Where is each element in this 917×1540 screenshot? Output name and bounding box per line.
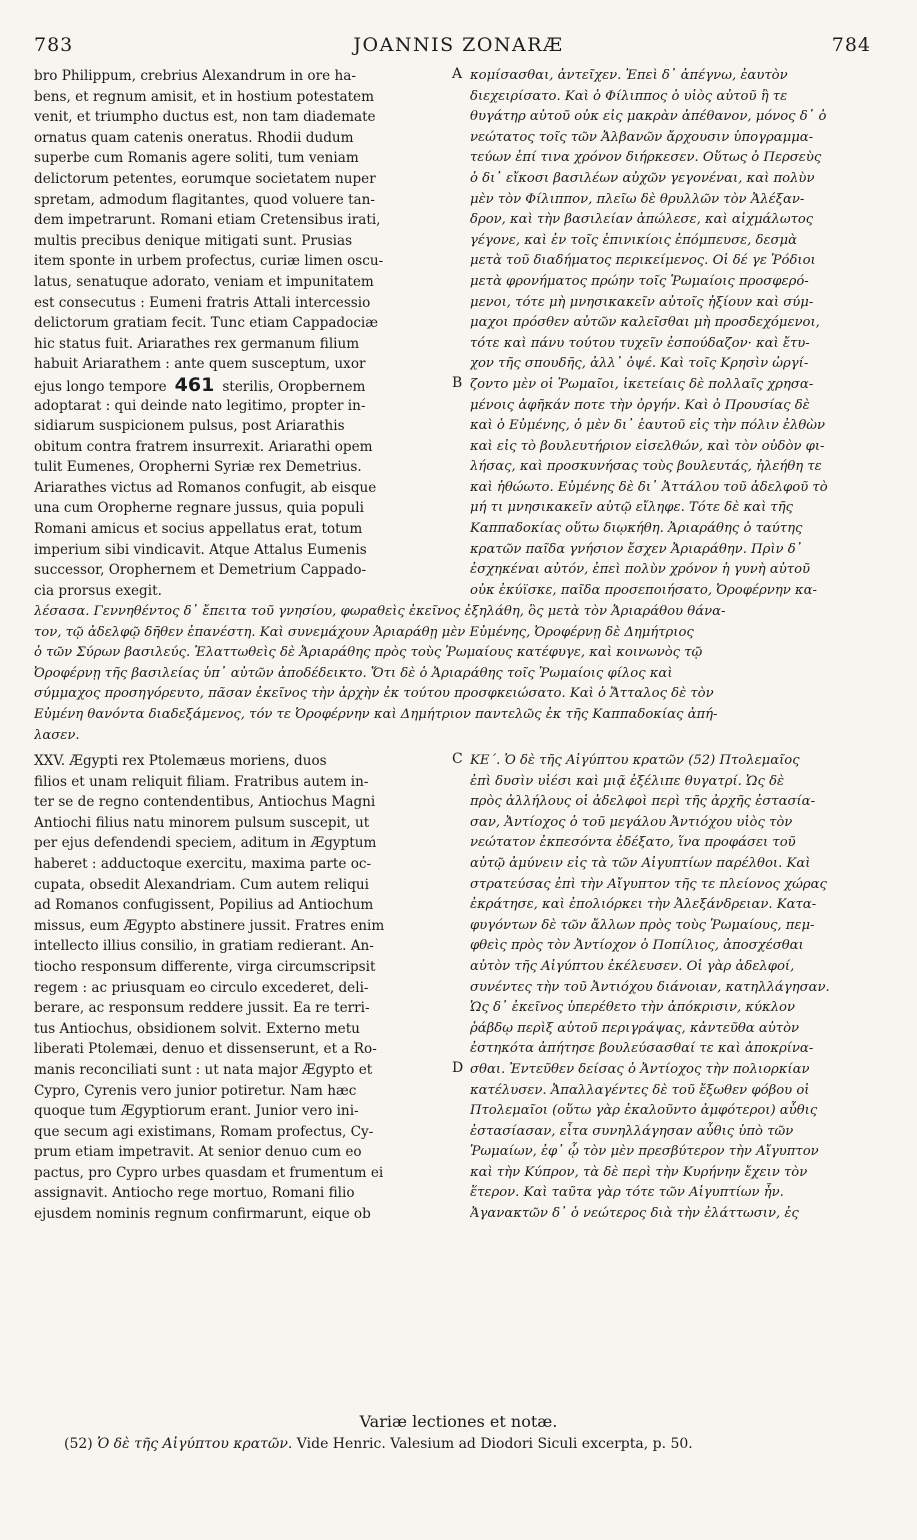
greek-line: λέσασα. Γεννηθέντος δ᾽ ἔπειτα τοῦ γνησίου, φωραθεὶς ἐκεῖνος ἐξηλάθη, ὃς μετὰ τὸν Ἀριαράθου θάνα- (34, 604, 726, 619)
greek-line: κατέλυσεν. Ἀπαλλαγέντες δὲ τοῦ ἔξωθεν φόβου οἱ (470, 1082, 810, 1098)
footnote-text: Vide Henric. Valesium ad Diodori Siculi excerpta, p. 50. (296, 1436, 693, 1452)
latin-line: per ejus defendendi speciem, aditum in Ægyptum (34, 835, 377, 852)
latin-line: latus, senatuque adorato, veniam et impunitatem (34, 273, 374, 290)
greek-line: καὶ εἰς τὸ βουλευτήριον εἰσελθών, καὶ τὸν οὐδὸν φι- (470, 438, 825, 454)
greek-line: μετὰ τοῦ διαδήματος περικείμενος. Οἱ δέ γε Ῥόδιοι (470, 253, 816, 269)
greek-line: μενοι, τότε μὴ μνησικακεῖν αὐτοῖς ἠξίουν καὶ σύμ- (470, 294, 814, 310)
latin-line: prum etiam impetravit. At senior denuo cum eo (34, 1144, 362, 1161)
latin-line: tiocho responsum differente, virga circumscripsit (34, 958, 376, 975)
latin-line: assignavit. Antiocho rege mortuo, Romani filio (34, 1185, 355, 1202)
greek-line: Καππαδοκίας οὕτω διῳκήθη. Ἀριαράθης ὁ ταύτης (470, 521, 803, 537)
latin-line: cupata, obsedit Alexandriam. Cum autem reliqui (34, 876, 370, 893)
latin-line: missus, eum Ægypto abstinere jussit. Fratres enim (34, 917, 385, 934)
greek-line: διεχειρίσατο. Καὶ ὁ Φίλιππος ὁ υἱὸς αὐτοῦ ἢ τε (470, 88, 788, 104)
greek-line: ΚΕ΄. Ὁ δὲ τῆς Αἰγύπτου κρατῶν (52) Πτολεμαῖος (470, 753, 800, 768)
greek-line: λήσας, καὶ προσκυνήσας τοὺς βουλευτάς, ἠλεήθη τε (470, 459, 822, 475)
greek-line: σαν, Ἀντίοχος ὁ τοῦ μεγάλου Ἀντιόχου υἱὸς τὸν (470, 814, 793, 830)
latin-line: cia prorsus exegit. (34, 582, 162, 599)
section-marker-c: C (452, 751, 463, 767)
greek-line: κομίσασθαι, ἀντεῖχεν. Ἐπεὶ δ᾽ ἀπέγνω, ἑαυτὸν (470, 68, 788, 83)
greek-line: Ἀγανακτῶν δ᾽ ὁ νεώτερος διὰ τὴν ἐλάττωσιν, ἐς (470, 1206, 799, 1222)
latin-line: habuit Ariarathem : ante quem susceptum, uxor (34, 356, 366, 373)
latin-line: Cypro, Cyrenis vero junior potiretur. Nam hæc (34, 1082, 357, 1099)
marginal-page-number: 461 (174, 374, 215, 396)
greek-line: νεώτατος τοῖς τῶν Ἀλβανῶν ἄρχουσιν ὑπογραμμα- (470, 129, 814, 145)
latin-line: dem impetrarunt. Romani etiam Cretensibus irati, (34, 212, 381, 229)
latin-line: quoque tum Ægyptiorum erant. Junior vero ini- (34, 1103, 359, 1120)
greek-line: μένοις ἀφῆκάν ποτε τὴν ὀργήν. Καὶ ὁ Προυσίας δὲ (470, 397, 810, 413)
footnote-ref: (52) (64, 1436, 93, 1452)
latin-line: ornatus quam catenis oneratus. Rhodii dudum (34, 129, 354, 146)
greek-line: καὶ ἠθώωτο. Εὐμένης δὲ δι᾽ Ἀττάλου τοῦ ἀδελφοῦ τὸ (470, 479, 828, 495)
greek-line: ἐσχηκέναι αὐτόν, ἐπεὶ πολὺν χρόνον ἡ γυνὴ αὐτοῦ (470, 562, 811, 578)
section-marker-d: D (452, 1060, 464, 1076)
page-number-left: 783 (34, 34, 74, 56)
greek-line: καὶ ὁ Εὐμένης, ὁ μὲν δι᾽ ἑαυτοῦ εἰς τὴν πόλιν ἐλθὼν (470, 418, 826, 434)
latin-line: Ariarathes victus ad Romanos confugit, ab eisque (34, 479, 377, 496)
notes-heading: Variæ lectiones et notæ. (359, 1412, 558, 1431)
greek-line: φυγόντων δὲ τῶν ἄλλων πρὸς τοὺς Ῥωμαίους, πεμ- (470, 917, 815, 933)
greek-line: τεύων ἐπί τινα χρόνον διήρκεσεν. Οὕτως ὁ Περσεὺς (470, 150, 822, 166)
greek-line: πρὸς ἀλλήλους οἱ ἀδελφοὶ περὶ τῆς ἀρχῆς ἐστασία- (470, 794, 816, 810)
greek-column-upper (470, 66, 890, 601)
latin-line: filios et unam reliquit filiam. Fratribus autem in- (34, 773, 369, 790)
latin-line: haberet : adductoque exercitu, maxima parte oc- (34, 855, 372, 872)
greek-line: Ῥωμαίων, ἐφ᾽ ᾧ τὸν μὲν πρεσβύτερον τὴν Αἴγυπτον (470, 1144, 819, 1160)
greek-line: συνέντες τὴν τοῦ Ἀντιόχου διάνοιαν, κατηλλάγησαν. (470, 979, 830, 995)
greek-column-lower (470, 751, 890, 1225)
greek-line: ὁ δι᾽ εἴκοσι βασιλέων αὐχῶν γεγονέναι, καὶ πολὺν (470, 170, 815, 186)
greek-line: φθεὶς πρὸς τὸν Ἀντίοχον ὁ Ποπίλιος, ἀποσχέσθαι (470, 938, 804, 954)
greek-line: Ὀροφέρνῃ τῆς βασιλείας ὑπ᾽ αὐτῶν ἀποδέδεικτο. Ὅτι δὲ ὁ Ἀριαράθης τοῖς Ῥωμαίοις φίλος καὶ (34, 665, 673, 681)
latin-line: spretam, admodum flagitantes, quod voluere tan- (34, 191, 375, 208)
latin-line: successor, Orophernem et Demetrium Cappado- (34, 562, 367, 579)
greek-line: θυγάτηρ αὐτοῦ οὐκ εἰς μακρὰν ἀπέθανον, μόνος δ᾽ ὁ (470, 109, 827, 125)
latin-line: ter se de regno contendentibus, Antiochus Magni (34, 794, 376, 811)
greek-line: τότε καὶ πάνυ τούτου τυχεῖν ἐσπούδαζον· καὶ ἔτυ- (470, 335, 810, 351)
greek-line: ῥάβδῳ περὶξ αὐτοῦ περιγράψας, κἀντεῦθα αὐτὸν (470, 1020, 800, 1036)
greek-line: νεώτατον ἐκπεσόντα ἐδέξατο, ἵνα προφάσει τοῦ (470, 835, 796, 851)
greek-line: αὐτῷ ἀμύνειν εἰς τὰ τῶν Αἰγυπτίων παρέλθοι. Καὶ (470, 855, 811, 871)
greek-line: μή τι μνησικακεῖν αὐτῷ εἴληφε. Τότε δὲ καὶ τῆς (470, 500, 794, 516)
greek-line: τον, τῷ ἀδελφῷ δῆθεν ἐπανέστη. Καὶ συνεμάχουν Ἀριαράθῃ μὲν Εὐμένης, Ὀροφέρνῃ δὲ Δημήτριος (34, 624, 694, 640)
latin-line-text: ejus longo tempore (34, 378, 167, 395)
latin-line: bens, et regnum amisit, et in hostium potestatem (34, 88, 374, 105)
greek-line: στρατεύσας ἐπὶ τὴν Αἴγυπτον τῆς τε πλείονος χώρας (470, 876, 827, 892)
greek-line: ἐστασίασαν, εἶτα συνηλλάγησαν αὖθις ὑπὸ τῶν (470, 1123, 794, 1139)
greek-line: ἐκράτησε, καὶ ἐπολιόρκει τὴν Ἀλεξάνδρειαν. Κατα- (470, 897, 817, 913)
latin-line: manis reconciliati sunt : ut nata major Ægypto et (34, 1061, 373, 1078)
greek-line: Ὡς δ᾽ ἐκεῖνος ὑπερέθετο τὴν ἀπόκρισιν, κύκλον (470, 1000, 796, 1016)
latin-line: XXV. Ægypti rex Ptolemæus moriens, duos (34, 753, 327, 769)
latin-line (34, 375, 452, 396)
latin-line: superbe cum Romanis agere soliti, tum veniam (34, 150, 359, 167)
page-number-right: 784 (831, 34, 871, 56)
greek-line: ὁ τῶν Σύρων βασιλεύς. Ἐλαττωθεὶς δὲ Ἀριαράθης πρὸς τοὺς Ῥωμαίους κατέφυγε, καὶ κοινωνὸς τῷ (34, 645, 703, 661)
latin-line: una cum Oropherne regnare jussus, quia populi (34, 500, 364, 517)
greek-line: μαχοι πρόσθεν αὐτῶν καλεῖσθαι μὴ προσδεχόμενοι, (470, 315, 820, 331)
greek-line: μετὰ φρονήματος πρώην τοῖς Ῥωμαίοις προσφερό- (470, 273, 809, 289)
greek-line: ἐστηκότα ἀπήτησε βουλεύσασθαί τε καὶ ἀποκρίνα- (470, 1041, 814, 1057)
latin-line: venit, et triumpho ductus est, non tam diademate (34, 109, 376, 126)
latin-line: ad Romanos confugissent, Popilius ad Antiochum (34, 897, 374, 914)
greek-line: καὶ τὴν Κύπρον, τὰ δὲ περὶ τὴν Κυρήνην ἔχειν τὸν (470, 1164, 808, 1180)
greek-line: ζοντο μὲν οἱ Ῥωμαῖοι, ἱκετείαις δὲ πολλαῖς χρησα- (470, 376, 814, 392)
greek-line: κρατῶν παῖδα γνήσιον ἔσχεν Ἀριαράθην. Πρὶν δ᾽ (470, 541, 803, 557)
latin-line: intellecto illius consilio, in gratiam redierant. An- (34, 938, 374, 955)
greek-line: δρον, καὶ τὴν βασιλείαν ἀπώλεσε, καὶ αἰχμάλωτος (470, 212, 814, 228)
latin-line: pactus, pro Cypro urbes quasdam et frumentum ei (34, 1164, 384, 1181)
greek-line: χον τῆς σπουδῆς, ἀλλ᾽ ὀψέ. Καὶ τοῖς Κρησὶν ὠργί- (470, 356, 809, 372)
latin-line: que secum agi existimans, Romam profectus, Cy- (34, 1123, 374, 1140)
latin-line: delictorum petentes, eorumque societatem nuper (34, 170, 376, 187)
footnote-greek: Ὁ δὲ τῆς Αἰγύπτου κρατῶν. (97, 1436, 293, 1452)
greek-line: μὲν τὸν Φίλιππον, πλεῖω δὲ θρυλλῶν τὸν Ἀλέξαν- (470, 191, 805, 207)
greek-fullwidth-continuation (34, 602, 892, 746)
latin-line: tulit Eumenes, Oropherni Syriæ rex Demetrius. (34, 459, 362, 476)
latin-line: liberati Ptolemæi, denuo et dissenserunt, et a Ro- (34, 1041, 377, 1058)
running-title: JOANNIS ZONARÆ (353, 34, 564, 56)
latin-line: imperium sibi vindicavit. Atque Attalus Eumenis (34, 541, 367, 558)
greek-line: λασεν. (34, 727, 80, 743)
latin-line: est consecutus : Eumeni fratris Attali intercessio (34, 294, 371, 311)
greek-line: Εὐμένη θανόντα διαδεξάμενος, τόν τε Ὀροφέρνην καὶ Δημήτριον παντελῶς ἐκ τῆς Καππαδοκίας ἀπή- (34, 706, 718, 722)
greek-line: ἐπὶ δυσὶν υἱέσι καὶ μιᾷ ἐξέλιπε θυγατρί. Ὡς δὲ (470, 773, 785, 789)
latin-line: Antiochi filius natu minorem pulsum suscepit, ut (34, 814, 370, 831)
latin-line-text: sterilis, Oropbernem (222, 378, 366, 395)
latin-line: delictorum gratiam fecit. Tunc etiam Cappadociæ (34, 315, 379, 332)
latin-line: bro Philippum, crebrius Alexandrum in ore ha- (34, 68, 356, 84)
latin-line: tus Antiochus, obsidionem solvit. Externo metu (34, 1020, 360, 1037)
page-header (0, 34, 917, 64)
section-marker-b: B (452, 375, 463, 391)
latin-line: sidiarum suspicionem pulsus, post Ariarathis (34, 418, 345, 435)
greek-line: σύμμαχος προσηγόρευτο, πᾶσαν ἐκεῖνος τὴν ἀρχὴν ἐκ τούτου προσφκειώσατο. Καὶ ὁ Ἄτταλος δὲ τὸν (34, 686, 714, 702)
greek-line: ἕτερον. Καὶ ταῦτα γὰρ τότε τῶν Αἰγυπτίων ἦν. (470, 1185, 784, 1201)
latin-line: Romani amicus et socius appellatus erat, totum (34, 521, 363, 538)
greek-line: οὐκ ἐκύϊσκε, παῖδα προσεποιήσατο, Ὀροφέρνην κα- (470, 582, 817, 598)
greek-line: αὐτὸν τῆς Αἰγύπτου ἐκέλευσεν. Οἱ γὰρ ἀδελφοί, (470, 958, 795, 974)
greek-line: γέγονε, καὶ ἐν τοῖς ἐπινικίοις ἐπόμπευσε, δεσμὰ (470, 232, 798, 248)
latin-line: multis precibus denique mitigati sunt. Prusias (34, 232, 353, 249)
latin-line: hic status fuit. Ariarathes rex germanum filium (34, 335, 360, 352)
latin-line: ejusdem nominis regnum confirmarunt, eique ob (34, 1206, 371, 1223)
latin-column-lower (34, 751, 452, 1225)
greek-line: Πτολεμαῖοι (οὕτω γὰρ ἐκαλοῦντο ἀμφότεροι) αὖθις (470, 1103, 818, 1119)
latin-line: berare, ac responsum reddere jussit. Ea re terri- (34, 1000, 370, 1017)
latin-line: adoptarat : qui deinde nato legitimo, propter in- (34, 397, 366, 414)
latin-line: obitum contra fratrem insurrexit. Ariarathi opem (34, 438, 373, 455)
footnote-52 (64, 1436, 884, 1452)
latin-line: item sponte in urbem profectus, curiæ limen oscu- (34, 253, 384, 270)
section-marker-a: A (452, 66, 463, 82)
greek-line: σθαι. Ἐντεῦθεν δείσας ὁ Ἀντίοχος τὴν πολιορκίαν (470, 1061, 810, 1077)
latin-column-upper (34, 66, 452, 601)
latin-line: regem : ac priusquam eo circulo excederet, deli- (34, 979, 369, 996)
